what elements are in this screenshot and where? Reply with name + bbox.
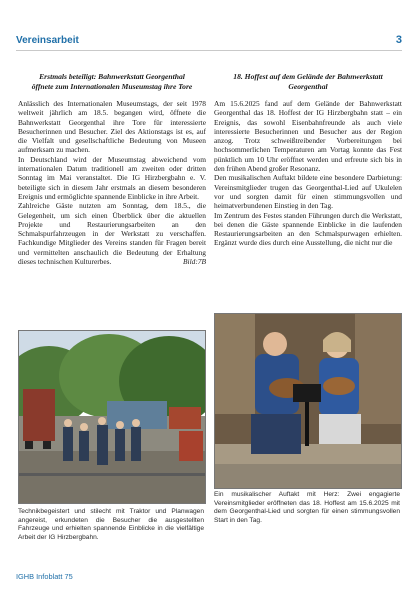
header-divider [16, 50, 402, 51]
right-article-headline [214, 72, 402, 91]
left-article-paragraph: In Deutschland wird der Museumstag abweichend vom internationalen Datum traditionell am zweiten oder dritten Sonntag im Mai veranstaltet. Die IG Hirzbergbahn e. V. beteiligte sich in diesem Jahr erstmals an diesem besonderen Ereignis und ermöglichte spannende Einblicke in ihre Arbeit. [18, 154, 206, 201]
photo-caption-left: Technikbegeistert und stilecht mit Traktor und Planwagen angereist, erkundeten die Besucher die ausgestellten Fahrzeuge und erhielten spannende Einblicke in die vielfältige Arbeit der IG Hirzbergbahn. [18, 508, 204, 541]
page-number: 3 [395, 34, 402, 46]
footer-publication: IGHB Infoblatt 75 [16, 572, 73, 581]
photo-caption-right: Ein musikalischer Auftakt mit Herz: Zwei engagierte Vereinsmitglieder eröffneten das 18. Hoffest am 15.6.2025 mit dem Georgenthal-Lied und sorgten für einen stimmungsvollen Start in den Tag. [214, 491, 400, 524]
left-article [18, 72, 206, 266]
right-headline-line2: Georgenthal [288, 81, 328, 91]
photo-credit: Bild:7B [183, 257, 206, 267]
right-article [214, 72, 402, 248]
photo-ukulele-players [214, 313, 402, 489]
right-article-paragraph: Im Zentrum des Festes standen Führungen durch die Werkstatt, bei denen die Gäste spannende Einblicke in die laufenden Restaurierungsarbeiten an den Schmalspurwagen erhielten. Ergänzt wurde dies durch eine Ausstellung, die nicht nur die [214, 210, 402, 248]
right-article-paragraph: Am 15.6.2025 fand auf dem Gelände der Bahnwerkstatt Georgenthal das 18. Hoffest der IG Hirzbergbahn statt – ein Ereignis, das sowohl Eisenbahnfreunde als auch viele interessierte Besucherinnen und Besucher aus der Region anzog. Trotz schweißtreibender Vorbereitungen bei hochsommerlichen Temperaturen am Vortag konnte das Fest pünktlich um 10 Uhr eröffnet werden und erfreute sich bis in den frühen Abend großer Resonanz. [214, 99, 402, 174]
left-article-paragraph: Anlässlich des Internationalen Museumstags, der seit 1978 weltweit jährlich am 18.5. begangen wird, öffnete die Bahnwerkstatt Georgenthal ihre Tore für interessierte Besucherinnen und Besucher. Ziel des Aktionstags ist es, auf die Vielfalt und gesellschaftliche Bedeutung von Museen aufmerksam zu machen. [18, 99, 206, 155]
left-headline-line1: Erstmals beteiligt: Bahnwerkstatt Georgenthal [39, 72, 185, 81]
right-headline-line1: 18. Hoffest auf dem Gelände der Bahnwerkstatt [233, 72, 383, 81]
left-article-headline [18, 72, 206, 91]
left-headline-line2: öffnete zum Internationalen Museumstag ihre Tore [31, 81, 193, 91]
right-article-paragraph: Den musikalischen Auftakt bildete eine besondere Darbietung: Vereinsmitglieder trugen das Georgenthal-Lied auf Ukulelen vor und sorgten damit für einen stimmungsvollen und heimatverbundenen Einstieg in den Tag. [214, 173, 402, 211]
left-article-paragraph: Zahlreiche Gäste nutzten am Sonntag, dem 18.5., die Gelegenheit, um sich einen Überblick über die aktuellen Projekte und Restaurierungsarbeiten an den Schmalspurfahrzeugen in der Werkstatt zu verschaffen. Fachkundige Mitglieder des Vereins standen für Fragen bereit und vermittelten anschaulich die Bedeutung der Erhaltung dieses technischen Kulturerbes. Bild:7B [18, 201, 206, 267]
section-title: Vereinsarbeit [16, 34, 79, 46]
photo-visitors-yard [18, 330, 206, 504]
page-header [16, 31, 402, 49]
